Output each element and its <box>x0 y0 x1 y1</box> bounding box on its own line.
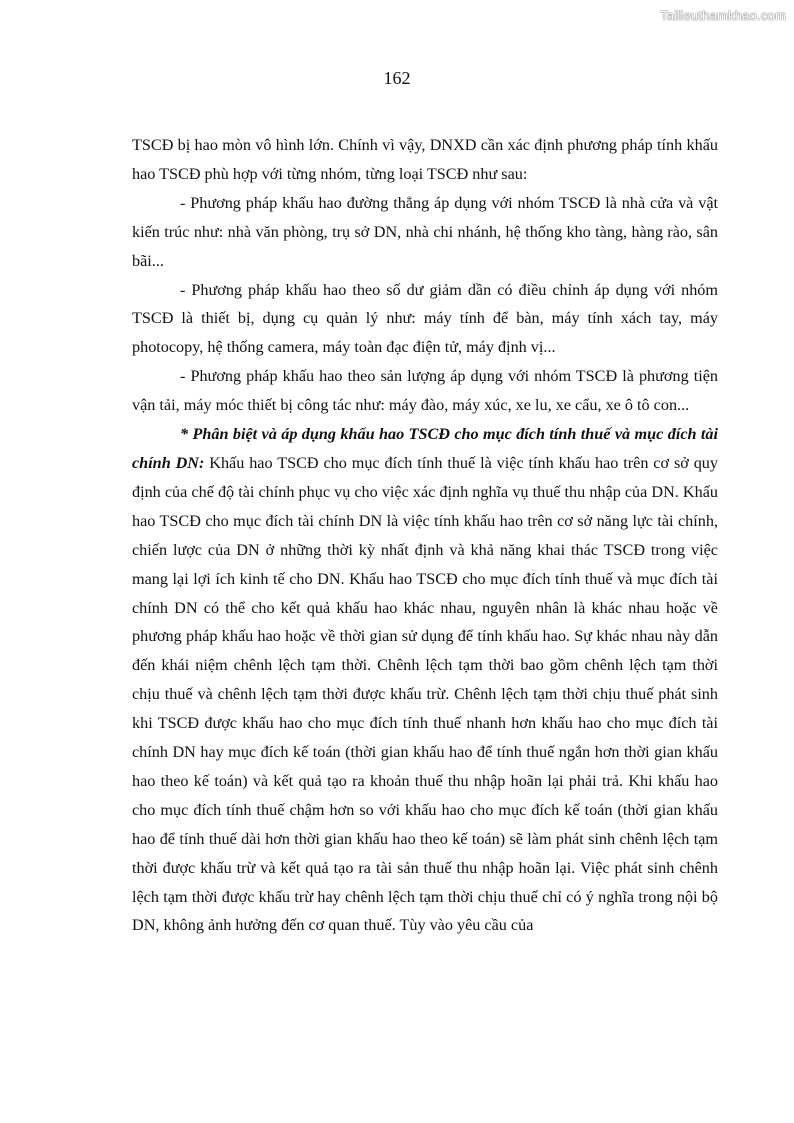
section-body: Khấu hao TSCĐ cho mục đích tính thuế là việc tính khấu hao trên cơ sở quy định của chế độ tài chính phục vụ cho việc xác định nghĩa vụ thuế thu nhập của DN. Khấu hao TSCĐ cho mục đích tài chính DN là việc tính khấu hao trên cơ sở năng lực tài chính, chiến lược của DN ở những thời kỳ nhất định và khả năng khai thác TSCĐ trong việc mang lại lợi ích kinh tế cho DN. Khấu hao TSCĐ cho mục đích tính thuế và mục đích tài chính DN có thể cho kết quả khấu hao khác nhau, nguyên nhân là khác nhau hoặc về phương pháp khấu hao hoặc về thời gian sử dụng để tính khấu hao. Sự khác nhau này dẫn đến khái niệm chênh lệch tạm thời. Chênh lệch tạm thời bao gồm chênh lệch tạm thời chịu thuế và chênh lệch tạm thời được khấu trừ. Chênh lệch tạm thời chịu thuế phát sinh khi TSCĐ được khấu hao cho mục đích tính thuế nhanh hơn khấu hao cho mục đích tài chính DN hay mục đích kế toán (thời gian khấu hao để tính thuế ngắn hơn thời gian khấu hao theo kế toán) và kết quả tạo ra khoản thuế thu nhập hoãn lại phải trả. Khi khấu hao cho mục đích tính thuế chậm hơn so với khấu hao cho mục đích kế toán (thời gian khấu hao để tính thuế dài hơn thời gian khấu hao theo kế toán) sẽ làm phát sinh chênh lệch tạm thời được khấu trừ và kết quả tạo ra tài sản thuế thu nhập hoãn lại. Việc phát sinh chênh lệch tạm thời được khấu trừ hay chênh lệch tạm thời chịu thuế chỉ có ý nghĩa trong nội bộ DN, không ảnh hưởng đến cơ quan thuế. Tùy vào yêu cầu của <box>132 453 718 935</box>
paragraph-intro: TSCĐ bị hao mòn vô hình lớn. Chính vì vậy, DNXD cần xác định phương pháp tính khấu hao TSCĐ phù hợp với từng nhóm, từng loại TSCĐ như sau: <box>132 136 718 183</box>
paragraph-units-of-production-method: - Phương pháp khấu hao theo sản lượng áp dụng với nhóm TSCĐ là phương tiện vận tải, máy móc thiết bị công tác như: máy đào, máy xúc, xe lu, xe cẩu, xe ô tô con... <box>132 367 718 415</box>
section-heading: * Phân biệt và áp dụng khấu hao TSCĐ cho mục đích tính thuế và mục đích tài chính DN: <box>132 425 718 472</box>
paragraph-straight-line-method: - Phương pháp khấu hao đường thẳng áp dụng với nhóm TSCĐ là nhà cửa và vật kiến trúc như: nhà văn phòng, trụ sở DN, nhà chi nhánh, hệ thống kho tàng, hàng rào, sân bãi... <box>132 193 718 270</box>
paragraph-declining-balance-method: - Phương pháp khấu hao theo số dư giảm dần có điều chỉnh áp dụng với nhóm TSCĐ là thiết bị, dụng cụ quản lý như: máy tính để bàn, máy tính xách tay, máy photocopy, hệ thống camera, máy toàn đạc điện tử, máy định vị... <box>132 280 718 357</box>
watermark: Tailieuthamkhao.com <box>660 8 786 23</box>
page-body <box>132 131 718 940</box>
paragraph-tax-vs-finance-depreciation <box>132 420 718 940</box>
page-number: 162 <box>383 68 411 88</box>
